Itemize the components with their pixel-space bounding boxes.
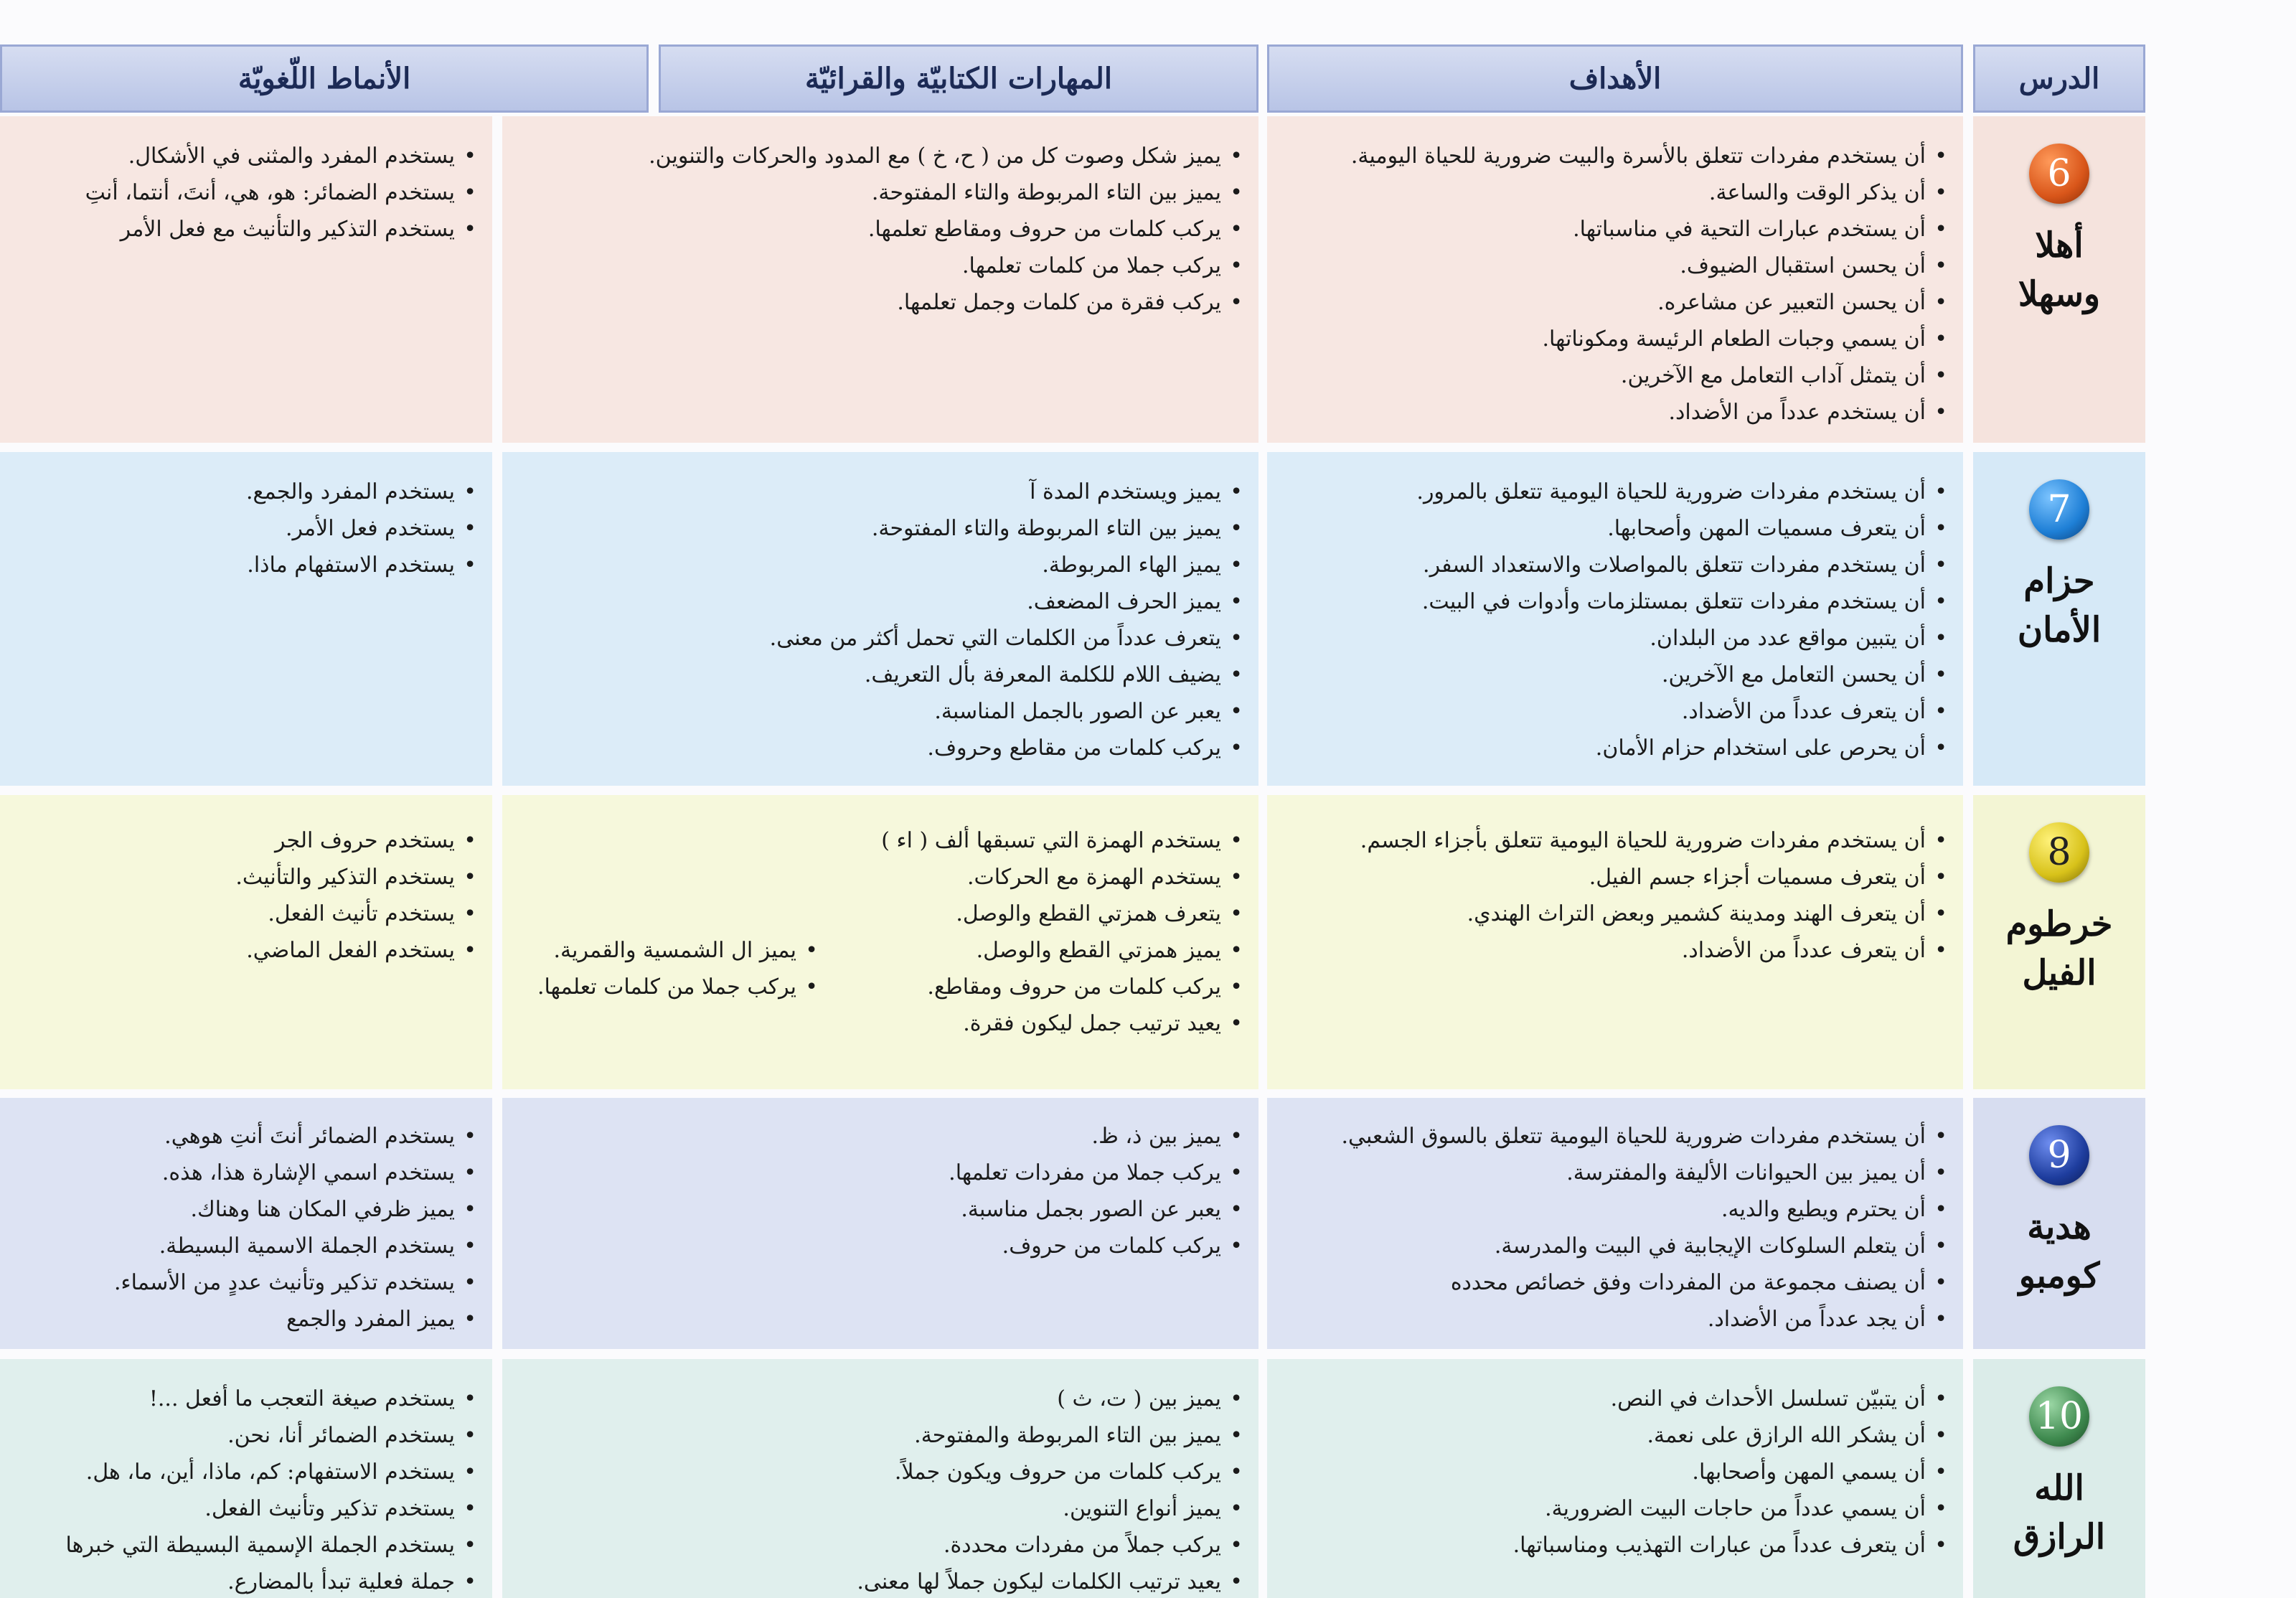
pattern-item: • يستخدم الاستفهام ماذا. — [14, 547, 455, 583]
pattern-item: • يستخدم التذكير والتأنيث. — [14, 859, 455, 896]
goal-item: • أن يميز بين الحيوانات الأليفة والمفترسة. — [1281, 1155, 1926, 1191]
goal-item: • أن يتعرف عدداً من الأضداد. — [1281, 932, 1926, 969]
skill-item: • يركب جملا من مفردات تعلمها. — [517, 1155, 1221, 1191]
lesson-number: 9 — [2047, 1134, 2071, 1177]
skill-item: • يميز ال الشمسية والقمرية. — [537, 932, 796, 969]
goals-list — [1267, 474, 1963, 766]
goal-item: • أن يتعرف الهند ومدينة كشمير وبعض التراث الهندي. — [1281, 896, 1926, 932]
goal-item: • أن يتعرف مسميات المهن وأصحابها. — [1281, 510, 1926, 547]
skills-cell-9 — [502, 1098, 1258, 1349]
lesson-title: الله الرازق — [2013, 1468, 2106, 1557]
patterns-cell-10 — [0, 1359, 492, 1598]
skills-cell-7 — [502, 452, 1258, 786]
goals-cell-8 — [1267, 795, 1963, 1089]
patterns-list — [0, 822, 492, 969]
pattern-item: • يستخدم الضمائر: هو، هي، أنتَ، أنتما، أنتِ — [14, 174, 455, 211]
header-lesson — [1973, 44, 2145, 113]
goal-item: • أن يحسن التعبير عن مشاعره. — [1281, 284, 1926, 321]
header-lesson-label: الدرس — [2018, 62, 2100, 95]
skill-item: • يميز بين ذ، ظ. — [517, 1118, 1221, 1155]
skill-item: • يركب جملاً من مفردات محددة. — [517, 1527, 1221, 1564]
skill-item: • يعيد ترتيب الكلمات ليكون جملاً لها معنى. — [517, 1564, 1221, 1598]
goal-item: • أن يحترم ويطيع والديه. — [1281, 1191, 1926, 1228]
skill-item: • يميز الحرف المضعف. — [517, 583, 1221, 620]
header-skills — [659, 44, 1258, 113]
goals-list — [1267, 1381, 1963, 1564]
lesson-number-badge — [2029, 479, 2089, 540]
patterns-cell-7 — [0, 452, 492, 786]
skill-item: • يميز همزتي القطع والوصل. — [848, 932, 1221, 969]
goal-item: • أن يجد عدداً من الأضداد. — [1281, 1301, 1926, 1338]
skills-list — [502, 1381, 1258, 1598]
header-patterns-label: الأنماط اللّغويّة — [237, 62, 411, 95]
lesson-title: حزام الأمان — [2017, 561, 2102, 650]
goal-item: • أن يتبيّن تسلسل الأحداث في النص. — [1281, 1381, 1926, 1417]
goal-item: • أن يتعرف مسميات أجزاء جسم الفيل. — [1281, 859, 1926, 896]
goal-item: • أن يسمي عدداً من حاجات البيت الضرورية. — [1281, 1490, 1926, 1527]
header-goals-label: الأهداف — [1568, 62, 1662, 95]
lesson-cell-9 — [1973, 1098, 2145, 1349]
patterns-cell-8 — [0, 795, 492, 1089]
skill-item: • يميز بين التاء المربوطة والمفتوحة. — [517, 1417, 1221, 1454]
goal-item: • أن يتعلم السلوكات الإيجابية في البيت والمدرسة. — [1281, 1228, 1926, 1264]
goal-item: • أن يستخدم عدداً من الأضداد. — [1281, 394, 1926, 431]
goals-cell-9 — [1267, 1098, 1963, 1349]
pattern-item: • يستخدم المفرد والمثنى في الأشكال. — [14, 138, 455, 174]
skill-item: • يركب جملا من كلمات تعلمها. — [537, 969, 796, 1005]
lesson-number: 6 — [2047, 152, 2071, 195]
skill-item: • يركب فقرة من كلمات وجمل تعلمها. — [517, 284, 1221, 321]
skill-item: • يميز الهاء المربوطة. — [517, 547, 1221, 583]
patterns-cell-9 — [0, 1098, 492, 1349]
goals-list — [1267, 138, 1963, 431]
skill-item: • يميز أنواع التنوين. — [517, 1490, 1221, 1527]
goal-item: • أن يصنف مجموعة من المفردات وفق خصائص محدده — [1281, 1264, 1926, 1301]
goal-item: • أن يسمي المهن وأصحابها. — [1281, 1454, 1926, 1490]
skill-item: • يركب كلمات من مقاطع وحروف. — [517, 730, 1221, 766]
lesson-number: 7 — [2047, 488, 2071, 531]
patterns-list — [0, 1381, 492, 1598]
goal-item: • أن يتبين مواقع عدد من البلدان. — [1281, 620, 1926, 657]
goal-item: • أن يستخدم مفردات ضرورية للحياة اليومية تتعلق بأجزاء الجسم. — [1281, 822, 1926, 859]
lesson-title: أهلا وسهلا — [2018, 225, 2101, 314]
lesson-number-badge — [2029, 144, 2089, 204]
lesson-number: 8 — [2047, 831, 2071, 874]
header-goals — [1267, 44, 1963, 113]
skills-list-extra — [523, 822, 834, 1089]
goals-cell-6 — [1267, 116, 1963, 443]
lesson-cell-6 — [1973, 116, 2145, 443]
pattern-item: • يستخدم تذكير وتأنيث عددٍ من الأسماء. — [14, 1264, 455, 1301]
skills-cell-6 — [502, 116, 1258, 443]
patterns-list — [0, 1118, 492, 1338]
skills-list — [502, 138, 1258, 321]
pattern-item: • يميز المفرد والجمع — [14, 1301, 455, 1338]
patterns-list — [0, 474, 492, 583]
goal-item: • أن يحرص على استخدام حزام الأمان. — [1281, 730, 1926, 766]
pattern-item: • يستخدم صيغة التعجب ما أفعل ...! — [14, 1381, 455, 1417]
pattern-item: • يستخدم الضمائر أنتَ أنتِ هوهي. — [14, 1118, 455, 1155]
lesson-title: خرطوم الفيل — [2005, 904, 2113, 993]
patterns-list — [0, 138, 492, 248]
skill-item: • يميز بين التاء المربوطة والتاء المفتوحة. — [517, 510, 1221, 547]
skills-cell-10 — [502, 1359, 1258, 1598]
skill-item: • يميز بين ( ت، ث ) — [517, 1381, 1221, 1417]
goal-item: • أن يتعرف عدداً من عبارات التهذيب ومناسباتها. — [1281, 1527, 1926, 1564]
skill-item: • يعيد ترتيب جمل ليكون فقرة. — [848, 1005, 1221, 1042]
pattern-item: • يستخدم اسمي الإشارة هذا، هذه. — [14, 1155, 455, 1191]
header-skills-label: المهارات الكتابيّة والقرائيّة — [805, 62, 1112, 95]
skill-item: • يتعرف همزتي القطع والوصل. — [848, 896, 1221, 932]
pattern-item: • يستخدم فعل الأمر. — [14, 510, 455, 547]
header-patterns — [0, 44, 649, 113]
pattern-item: • يستخدم الجملة الإسمية البسيطة التي خبرها — [14, 1527, 455, 1564]
goal-item: • أن يتمثل آداب التعامل مع الآخرين. — [1281, 357, 1926, 394]
goal-item: • أن يستخدم عبارات التحية في مناسباتها. — [1281, 211, 1926, 248]
skills-list — [502, 1118, 1258, 1264]
pattern-item: • يستخدم الجملة الاسمية البسيطة. — [14, 1228, 455, 1264]
lesson-title: هدية كومبو — [2018, 1207, 2100, 1296]
goal-item: • أن يستخدم مفردات تتعلق بمستلزمات وأدوات في البيت. — [1281, 583, 1926, 620]
pattern-item: • يستخدم الاستفهام: كم، ماذا، أين، ما، هل. — [14, 1454, 455, 1490]
skill-item: • يتعرف عدداً من الكلمات التي تحمل أكثر من معنى. — [517, 620, 1221, 657]
goal-item: • أن يسمي وجبات الطعام الرئيسة ومكوناتها. — [1281, 321, 1926, 357]
skill-item: • يركب كلمات من حروف ومقاطع تعلمها. — [517, 211, 1221, 248]
skills-list — [502, 474, 1258, 766]
pattern-item: • يستخدم تذكير وتأنيث الفعل. — [14, 1490, 455, 1527]
pattern-item: • يستخدم التذكير والتأنيث مع فعل الأمر — [14, 211, 455, 248]
goals-list — [1267, 1118, 1963, 1338]
skill-item: • يركب جملا من كلمات تعلمها. — [517, 248, 1221, 284]
lesson-number-badge — [2029, 822, 2089, 883]
goals-cell-7 — [1267, 452, 1963, 786]
goal-item: • أن يستخدم مفردات تتعلق بالأسرة والبيت ضرورية للحياة اليومية. — [1281, 138, 1926, 174]
goal-item: • أن يستخدم مفردات ضرورية للحياة اليومية تتعلق بالسوق الشعبي. — [1281, 1118, 1926, 1155]
pattern-item: • يميز ظرفي المكان هنا وهناك. — [14, 1191, 455, 1228]
goal-item: • أن يشكر الله الرازق على نعمة. — [1281, 1417, 1926, 1454]
pattern-item: • يستخدم المفرد والجمع. — [14, 474, 455, 510]
skill-item: • يركب كلمات من حروف ومقاطع. — [848, 969, 1221, 1005]
lesson-cell-10 — [1973, 1359, 2145, 1598]
skill-item: • يستخدم الهمزة التي تسبقها ألف ( اء ) — [848, 822, 1221, 859]
lesson-number: 10 — [2035, 1395, 2084, 1438]
skills-cell-8 — [502, 795, 1258, 1089]
lesson-cell-8 — [1973, 795, 2145, 1089]
patterns-cell-6 — [0, 116, 492, 443]
pattern-item: • يستخدم تأنيث الفعل. — [14, 896, 455, 932]
skill-item: • يركب كلمات من حروف. — [517, 1228, 1221, 1264]
goal-item: • أن يستخدم مفردات ضرورية للحياة اليومية تتعلق بالمرور. — [1281, 474, 1926, 510]
skill-item: • يركب كلمات من حروف ويكون جملاً. — [517, 1454, 1221, 1490]
skill-item: • يميز شكل وصوت كل من ( ح، خ ) مع المدود والحركات والتنوين. — [517, 138, 1221, 174]
skill-item: • يستخدم الهمزة مع الحركات. — [848, 859, 1221, 896]
skill-item: • يضيف اللام للكلمة المعرفة بأل التعريف. — [517, 657, 1221, 693]
goals-list — [1267, 822, 1963, 969]
goal-item: • أن يحسن استقبال الضيوف. — [1281, 248, 1926, 284]
goal-item: • أن يتعرف عدداً من الأضداد. — [1281, 693, 1926, 730]
pattern-item: • يستخدم حروف الجر — [14, 822, 455, 859]
skill-item: • يعبر عن الصور بجمل مناسبة. — [517, 1191, 1221, 1228]
goal-item: • أن يذكر الوقت والساعة. — [1281, 174, 1926, 211]
lesson-number-badge — [2029, 1386, 2089, 1447]
skill-item: • يميز بين التاء المربوطة والتاء المفتوحة. — [517, 174, 1221, 211]
skills-list — [834, 822, 1258, 1089]
lesson-number-badge — [2029, 1125, 2089, 1185]
pattern-item: • يستخدم الضمائر أنا، نحن. — [14, 1417, 455, 1454]
goal-item: • أن يستخدم مفردات تتعلق بالمواصلات والاستعداد السفر. — [1281, 547, 1926, 583]
goal-item: • أن يحسن التعامل مع الآخرين. — [1281, 657, 1926, 693]
pattern-item: • جملة فعلية تبدأ بالمضارع. — [14, 1564, 455, 1598]
skill-item: • يعبر عن الصور بالجمل المناسبة. — [517, 693, 1221, 730]
skill-item: • يميز ويستخدم المدة آ — [517, 474, 1221, 510]
goals-cell-10 — [1267, 1359, 1963, 1598]
pattern-item: • يستخدم الفعل الماضي. — [14, 932, 455, 969]
lesson-cell-7 — [1973, 452, 2145, 786]
